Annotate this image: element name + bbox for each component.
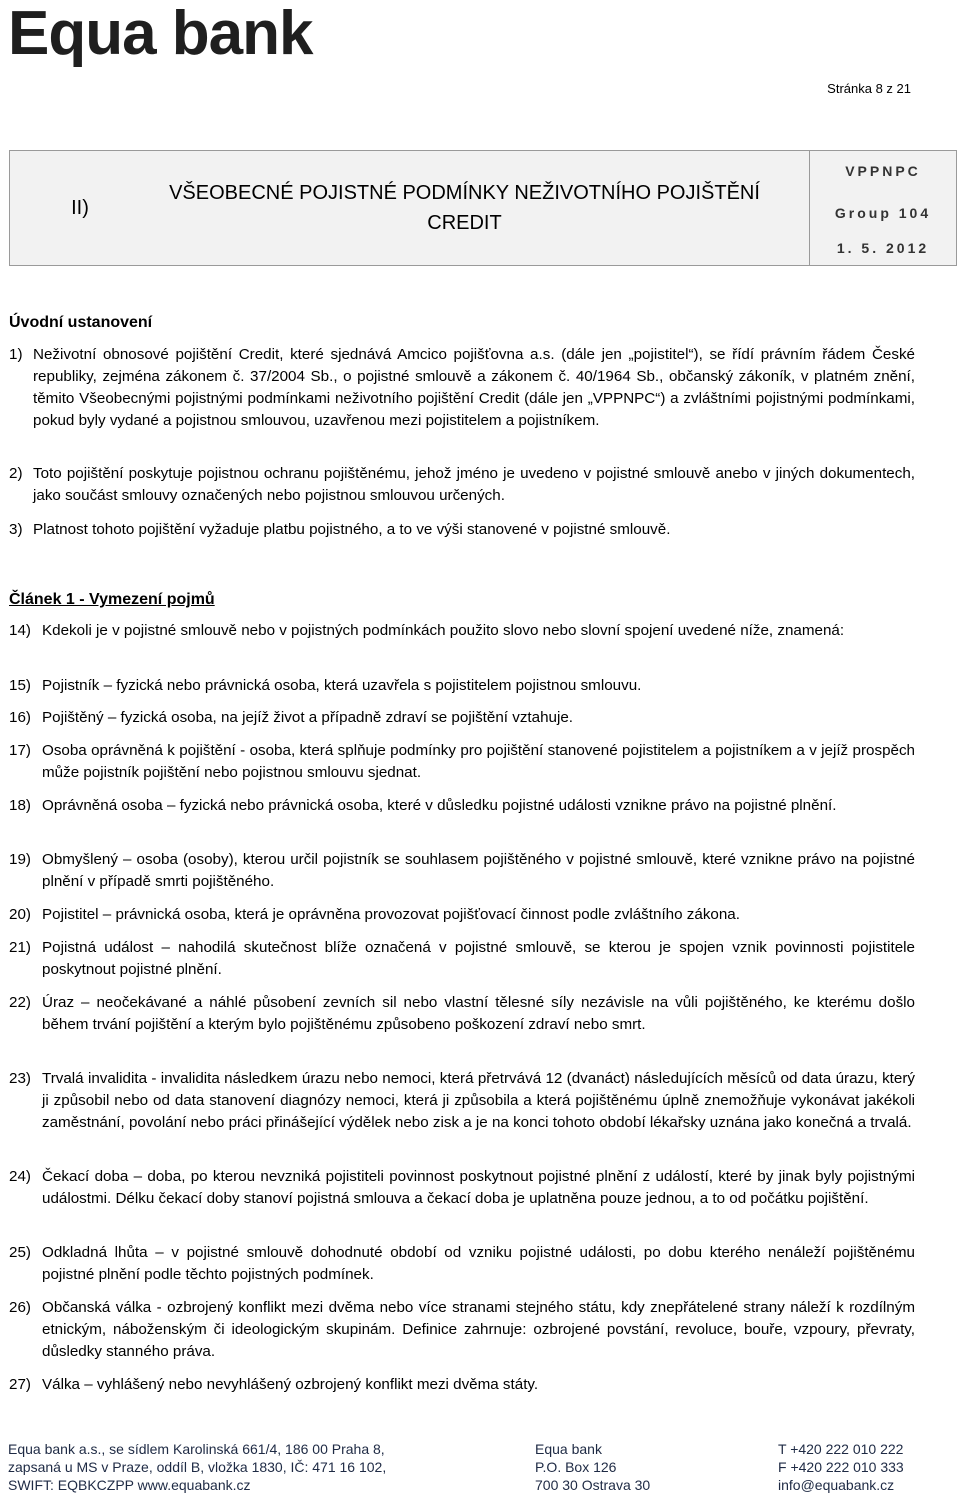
item-text: Kdekoli je v pojistné smlouvě nebo v pojistných podmínkách použito slovo nebo slovní spojení uvedené níže, znamená:: [42, 622, 845, 639]
footer-line: SWIFT: EQBKCZPP www.equabank.cz: [8, 1477, 251, 1493]
item-number: 27): [9, 1376, 31, 1393]
footer-line: Equa bank: [535, 1441, 602, 1457]
item-number: 25): [9, 1244, 31, 1261]
item-number: 18): [9, 797, 31, 814]
item-text: Oprávněná osoba – fyzická nebo právnická osoba, které v důsledku pojistné události vznikne právo na pojistné plnění.: [42, 797, 837, 814]
item-text: Platnost tohoto pojištění vyžaduje platbu pojistného, a to ve výši stanovené v pojistné smlouvě.: [33, 521, 671, 538]
footer-line: T +420 222 010 222: [778, 1441, 904, 1457]
item-number: 22): [9, 994, 31, 1011]
item-text: Toto pojištění poskytuje pojistnou ochranu pojištěnému, jehož jméno je uvedeno v pojistné smlouvě anebo v jiných dokumentech, jako součást smlouvy označených nebo pojistnou smlouvou určených.: [33, 465, 915, 504]
list-item: [9, 937, 915, 981]
item-text: Neživotní obnosové pojištění Credit, které sjednává Amcico pojišťovna a.s. (dále jen „pojistitel“), se řídí právním řádem České republiky, zejména zákonem č. 37/2004 Sb., o pojistné smlouvě a zákonem č. 40/1964 Sb., občanský zákoník, v platném znění, těmito Všeobecnými pojistnými podmínkami neživotního pojištění Credit (dále jen „VPPNPC“) a zvláštními pojistnými podmínkami, pokud byly vydané a pojistnou smlouvou, uzavřenou mezi pojistitelem a pojistníkem.: [33, 346, 915, 429]
list-item: [9, 1297, 915, 1363]
item-number: 20): [9, 906, 31, 923]
item-text: Pojistník – fyzická nebo právnická osoba, která uzavřela s pojistitelem pojistnou smlouvu.: [42, 677, 642, 694]
item-number: 16): [9, 709, 31, 726]
effective-date: 1. 5. 2012: [836, 240, 930, 256]
footer-line: F +420 222 010 333: [778, 1459, 904, 1475]
list-item: [9, 707, 915, 729]
item-number: 14): [9, 622, 31, 639]
list-item: [9, 1166, 915, 1210]
footer-line: zapsaná u MS v Praze, oddíl B, vložka 1830, IČ: 471 16 102,: [8, 1459, 387, 1475]
document-title: [150, 178, 809, 238]
footer-line: P.O. Box 126: [535, 1459, 617, 1475]
title-line-1: VŠEOBECNÉ POJISTNÉ PODMÍNKY NEŽIVOTNÍHO POJIŠTĚNÍ: [169, 182, 760, 204]
item-text: Občanská válka - ozbrojený konflikt mezi dvěma nebo více stranami stejného státu, kdy znepřátelené strany náleží k rozdílným etnickým, náboženským či ideologickým skupinám. Definice zahrnuje: ozbrojené povstání, revoluce, bouře, vzpoury, převraty, důsledky stanného práva.: [42, 1299, 915, 1360]
item-number: 24): [9, 1168, 31, 1185]
item-text: Trvalá invalidita - invalidita následkem úrazu nebo nemoci, která přetrvává 12 (dvanáct) následujících měsíců od data úrazu, který ji způsobil nebo od data stanovení diagnózy nemoci, která ji způsobila a která pojištěnému úplně znemožňuje vykonávat jakékoli zaměstnání, povolání nebo práci přinášející výdělek nebo zisk a je na konci tohoto období lékařsky uznána jako konečná a trvalá.: [42, 1070, 915, 1131]
item-number: 1): [9, 346, 23, 363]
list-item: [9, 1068, 915, 1134]
list-item: [9, 849, 915, 893]
item-number: 26): [9, 1299, 31, 1316]
list-item: [9, 519, 915, 541]
item-number: 2): [9, 465, 23, 482]
item-text: Odkladná lhůta – v pojistné smlouvě dohodnuté období od vzniku pojistné události, po dobu kterého nenáleží pojištěnému pojistné plnění podle těchto pojistných podmínek.: [42, 1244, 915, 1283]
item-number: 21): [9, 939, 31, 956]
group-label: Group 104: [834, 205, 932, 221]
list-item: [9, 740, 915, 784]
list-item: [9, 463, 915, 507]
page-footer: [0, 1430, 960, 1497]
item-text: Pojistná událost – nahodilá skutečnost blíže označená v pojistné smlouvě, se kterou je spojen vznik povinnosti pojistitele poskytnout pojistné plnění.: [42, 939, 915, 978]
list-item: [9, 675, 915, 697]
item-text: Pojištěný – fyzická osoba, na jejíž život a případně zdraví se pojištění vztahuje.: [42, 709, 574, 726]
section-number: II): [71, 196, 89, 219]
item-number: 19): [9, 851, 31, 868]
item-text: Pojistitel – právnická osoba, která je oprávněna provozovat pojišťovací činnost podle zvláštního zákona.: [42, 906, 740, 923]
footer-line: info@equabank.cz: [778, 1477, 895, 1493]
document-header: [9, 150, 957, 266]
item-number: 23): [9, 1070, 31, 1087]
header-meta-cell: [810, 151, 956, 265]
intro-heading: Úvodní ustanovení: [9, 314, 153, 331]
list-item: [9, 1374, 915, 1396]
document-code: VPPNPC: [845, 163, 921, 179]
item-text: Obmyšlený – osoba (osoby), kterou určil pojistník se souhlasem pojištěného v pojistné smlouvě, které vznikne právo na pojistné plnění v případě smrti pojištěného.: [42, 851, 915, 890]
list-item: [9, 992, 915, 1036]
title-line-2: CREDIT: [427, 212, 502, 234]
article-heading: Článek 1 - Vymezení pojmů: [9, 591, 215, 608]
item-number: 3): [9, 521, 23, 538]
footer-contact: [778, 1440, 904, 1494]
header-title-cell: [10, 151, 810, 265]
item-number: 17): [9, 742, 31, 759]
footer-address: [535, 1440, 650, 1494]
page-number: Stránka 8 z 21: [827, 81, 911, 96]
list-item: [9, 795, 915, 817]
item-text: Osoba oprávněná k pojištění - osoba, která splňuje podmínky pro pojištění stanovené pojistitelem a pojistníkem a v jejíž prospěch může pojistník pojištění nebo pojistnou smlouvu sjednat.: [42, 742, 915, 781]
item-text: Čekací doba – doba, po kterou nevzniká pojistiteli povinnost poskytnout pojistné plnění z událostí, které by jinak byly pojistnými událostmi. Délku čekací doby stanoví pojistná smlouva a čekací doba je uplatněna pouze jednou, a to od počátku pojištění.: [42, 1168, 915, 1207]
footer-company-info: [8, 1440, 386, 1494]
item-number: 15): [9, 677, 31, 694]
list-item: [9, 344, 915, 432]
footer-line: Equa bank a.s., se sídlem Karolinská 661/4, 186 00 Praha 8,: [8, 1441, 385, 1457]
list-item: [9, 620, 915, 642]
list-item: [9, 904, 915, 926]
footer-line: 700 30 Ostrava 30: [535, 1477, 651, 1493]
item-text: Úraz – neočekávané a náhlé působení zevních sil nebo vlastní tělesné síly nezávisle na vůli pojištěného, ke kterému došlo během trvání pojištění a kterým bylo pojištěnému způsobeno poškození zdraví nebo smrt.: [42, 994, 915, 1033]
equa-bank-logo: Equa bank: [8, 0, 313, 68]
item-text: Válka – vyhlášený nebo nevyhlášený ozbrojený konflikt mezi dvěma státy.: [42, 1376, 539, 1393]
list-item: [9, 1242, 915, 1286]
